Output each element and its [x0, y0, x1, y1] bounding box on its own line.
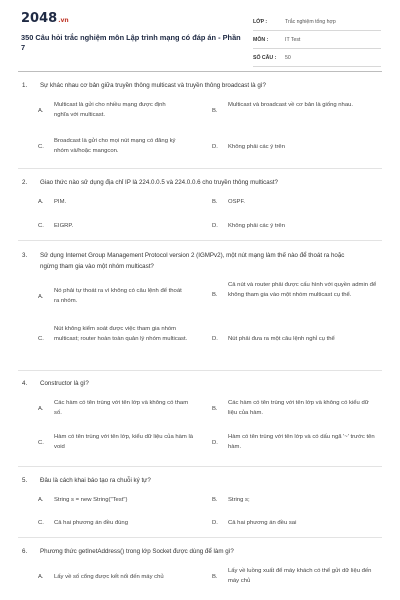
- question-body: Constructor là gì?: [40, 380, 89, 387]
- question-body: Phương thức getInetAddress() trong lớp Socket được dùng để làm gì?: [40, 548, 234, 555]
- meta-label: SỐ CÂU :: [253, 54, 277, 61]
- option-letter: A.: [38, 574, 44, 580]
- option-text: Hàm có tên trùng với tên lớp, kiểu dữ liệu của hàm là void: [54, 434, 194, 450]
- option-text: Nó phải tự thoát ra vì không có câu lệnh để thoát ra nhóm.: [54, 288, 182, 304]
- option-letter: D.: [212, 144, 218, 150]
- option-text: Không phải các ý trên: [228, 144, 285, 150]
- option-text: Các hàm có tên trùng với tên lớp và không có tham số.: [54, 400, 189, 416]
- option-letter: D.: [212, 223, 218, 229]
- meta-row-count: [253, 49, 381, 67]
- option-letter: D.: [212, 440, 218, 446]
- question-body: Giao thức nào sử dụng địa chỉ IP là 224.0.0.5 và 224.0.0.6 cho truyền thông multicast?: [40, 179, 278, 186]
- option-text: OSPF.: [228, 199, 246, 205]
- meta-row-subject: [253, 31, 381, 49]
- option-text: Cả nút và router phải được cấu hình với quyền admin để không tham gia vào một nhóm multicast cụ thể.: [228, 282, 377, 298]
- option-text: Nút phải đưa ra một câu lệnh nghỉ cụ thể: [228, 336, 335, 342]
- meta-value: Trắc nghiệm tổng hợp: [285, 18, 336, 25]
- page-header: [0, 0, 400, 70]
- page-title: 350 Câu hỏi trắc nghiệm môn Lập trình mạng có đáp án - Phần 7: [21, 33, 241, 52]
- option-letter: B.: [212, 292, 218, 298]
- question-number: 3.: [22, 252, 28, 259]
- option-text: EIGRP.: [54, 223, 74, 229]
- question-number: 1.: [22, 82, 28, 89]
- question-number: 2.: [22, 179, 28, 186]
- option-letter: C.: [38, 223, 44, 229]
- option-text: String s = new String("Test"): [54, 497, 128, 503]
- question-divider: [18, 370, 382, 371]
- option-text: Broadcast là gửi cho mọi nút mạng có đăng ký nhóm và/hoặc mangcon.: [54, 138, 176, 154]
- option-letter: A.: [38, 497, 44, 503]
- option-letter: B.: [212, 108, 218, 114]
- meta-label: LỚP :: [253, 18, 268, 25]
- option-text: Multicast là gửi cho nhiều mạng được định nghĩa với multicast.: [54, 102, 166, 118]
- question-divider: [18, 537, 382, 538]
- option-text: Cả hai phương án đều sai: [228, 520, 297, 526]
- option-letter: A.: [38, 108, 44, 114]
- option-text: Multicast và broadcast về cơ bản là giống nhau.: [228, 102, 354, 108]
- option-letter: B.: [212, 406, 218, 412]
- option-letter: A.: [38, 294, 44, 300]
- option-letter: B.: [212, 497, 218, 503]
- question-number: 4.: [22, 380, 28, 387]
- option-letter: C.: [38, 440, 44, 446]
- option-letter: A.: [38, 199, 44, 205]
- option-text: Các hàm có tên trùng với tên lớp và không có kiểu dữ liệu của hàm.: [228, 400, 369, 416]
- question-divider: [18, 168, 382, 169]
- meta-info: [253, 13, 381, 67]
- option-text: Không phải các ý trên: [228, 223, 285, 229]
- question-body: Đâu là cách khai báo tạo ra chuỗi ký tự?: [40, 477, 151, 484]
- logo-suffix: .vn: [58, 17, 69, 24]
- question-body: Sự khác nhau cơ bản giữa truyền thông multicast và truyền thông broadcast là gì?: [40, 82, 266, 89]
- header-divider: [18, 71, 382, 72]
- option-letter: D.: [212, 336, 218, 342]
- option-letter: C.: [38, 144, 44, 150]
- option-letter: B.: [212, 199, 218, 205]
- option-text: Lấy về số cổng được kết nối đến máy chủ: [54, 574, 164, 580]
- site-logo[interactable]: [21, 11, 69, 26]
- option-text: PIM.: [54, 199, 67, 205]
- question-divider: [18, 466, 382, 467]
- option-text: Hàm có tên trùng với tên lớp và có dấu ngã '~' trước tên hàm.: [228, 434, 375, 450]
- question-number: 5.: [22, 477, 28, 484]
- question-body: Sử dụng Internet Group Management Protocol version 2 (IGMPv2), một nút mạng làm thế nào để thoát ra hoặc ngừng tham gia vào một nhóm multicast?: [40, 252, 345, 270]
- meta-value: IT Test: [285, 36, 301, 43]
- question-number: 6.: [22, 548, 28, 555]
- meta-label: MÔN :: [253, 36, 269, 43]
- option-text: Nút không kiểm soát được việc tham gia nhóm multicast; router hoàn toàn quản lý nhóm multicast.: [54, 326, 188, 342]
- option-letter: C.: [38, 336, 44, 342]
- option-letter: B.: [212, 574, 218, 580]
- option-letter: A.: [38, 406, 44, 412]
- logo-text: 2048: [21, 11, 58, 26]
- option-text: Lấy về luồng xuất để máy khách có thể gửi dữ liệu đến máy chủ: [228, 568, 372, 584]
- option-letter: D.: [212, 520, 218, 526]
- question-divider: [18, 240, 382, 241]
- option-text: String s;: [228, 497, 250, 503]
- meta-row-class: [253, 13, 381, 31]
- option-text: Cả hai phương án đều đúng: [54, 520, 128, 526]
- option-letter: C.: [38, 520, 44, 526]
- meta-value: 50: [285, 54, 291, 61]
